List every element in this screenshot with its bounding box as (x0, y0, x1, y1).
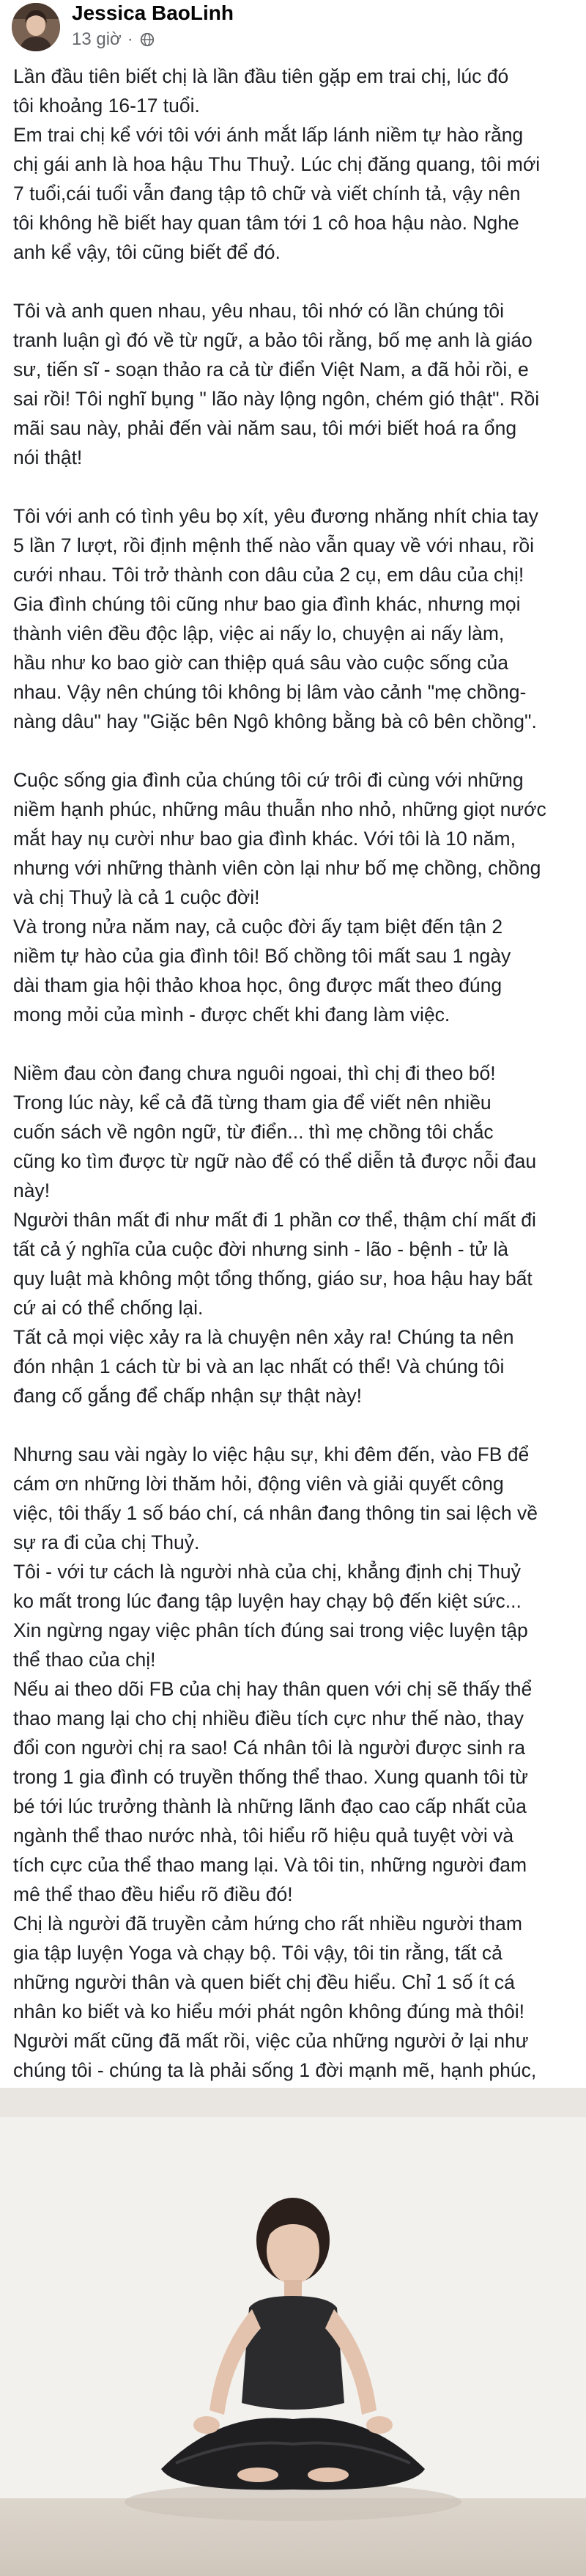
post-paragraph: Nhưng sau vài ngày lo việc hậu sự, khi đêm đến, vào FB để cám ơn những lời thăm hỏi, động viên và giải quyết công việc, tôi thấy 1 số báo chí, cá nhân đang thông tin sai lệch về sự ra đi của chị Thuỷ. Tôi - với tư cách là người nhà của chị, khẳng định chị Thuỷ ko mất trong lúc đang tập luyện hay chạy bộ đến kiệt sức... Xin ngừng ngay việc phân tích đúng sai trong việc luyện tập thể thao của chị! Nếu ai theo dõi FB của chị hay thân quen với chị sẽ thấy thể thao mang lại cho chị nhiều điều tích cực như thế nào, thay đổi con người chị ra sao! Cá nhân tôi là người được sinh ra trong 1 gia đình có truyền thống thể thao. Xung quanh tôi từ bé tới lúc trưởng thành là những lãnh đạo cao cấp nhất của ngành thể thao nước nhà, tôi hiểu rõ hiệu quả tuyệt vời và tích cực của thể thao mang lại. Và tôi tin, những người đam mê thể thao đều hiểu rõ điều đó! Chị là người đã truyền cảm hứng cho rất nhiều người tham gia tập luyện Yoga và chạy bộ. Tôi vậy, tôi tin rằng, tất cả những người thân và quen biết chị đều hiểu. Chỉ 1 số ít cá nhân ko biết và ko hiểu mới phát ngôn không đúng mà thôi! Người mất cũng đã mất rồi, việc của những người ở lại như chúng tôi - chúng ta là phải sống 1 đời mạnh mẽ, hạnh phúc, (13, 1443, 538, 2081)
post-header (0, 0, 586, 62)
meta-separator: · (127, 29, 133, 49)
author-name[interactable]: Jessica BaoLinh (72, 1, 234, 24)
post-time[interactable]: 13 giờ (72, 29, 122, 49)
yoga-meditation-image (0, 2088, 586, 2576)
avatar-image (12, 3, 60, 51)
avatar[interactable] (12, 3, 60, 51)
post-paragraph: Lần đầu tiên biết chị là lần đầu tiên gặp em trai chị, lúc đó tôi khoảng 16-17 tuổi. Em trai chị kể với tôi với ánh mắt lấp lánh niềm tự hào rằng chị gái anh là hoa hậu Thu Thuỷ. Lúc chị đăng quang, tôi mới 7 tuổi,cái tuổi vẫn đang tập tô chữ và viết chính tả, vậy nên tôi không hề biết hay quan tâm tới 1 cô hoa hậu nào. Nghe anh kể vậy, tôi cũng biết để đó. (13, 65, 541, 263)
post-photo[interactable] (0, 2088, 586, 2576)
post-meta (72, 29, 155, 50)
post-paragraph: Tôi và anh quen nhau, yêu nhau, tôi nhớ có lần chúng tôi tranh luận gì đó về từ ngữ, a bảo tôi rằng, bố mẹ anh là giáo sư, tiến sĩ - soạn thảo ra cả từ điển Việt Nam, a đã hỏi rồi, e sai rồi! Tôi nghĩ bụng " lão này lộng ngôn, chém gió thật". Rồi mãi sau này, phải đến vài năm sau, tôi mới biết hoá ra ổng nói thật! (13, 300, 540, 468)
globe-icon[interactable] (139, 32, 155, 48)
post-paragraph: Tôi với anh có tình yêu bọ xít, yêu đương nhăng nhít chia tay 5 lần 7 lượt, rồi định mệnh thế nào vẫn quay về với nhau, rồi cưới nhau. Tôi trở thành con dâu của 2 cụ, em dâu của chị! Gia đình chúng tôi cũng như bao gia đình khác, nhưng mọi thành viên đều độc lập, việc ai nấy lo, chuyện ai nấy làm, hầu như ko bao giờ can thiệp quá sâu vào cuộc sống của nhau. Vậy nên chúng tôi không bị lâm vào cảnh "mẹ chồng- nàng dâu" hay "Giặc bên Ngô không bằng bà cô bên chồng". (13, 505, 538, 732)
post-paragraph: Niềm đau còn đang chưa nguôi ngoai, thì chị đi theo bố! Trong lúc này, kể cả đã từng tham gia để viết nên nhiều cuốn sách về ngôn ngữ, từ điển... thì mẹ chồng tôi chắc cũng ko tìm được từ ngữ nào để có thể diễn tả được nỗi đau này! Người thân mất đi như mất đi 1 phần cơ thể, thậm chí mất đi tất cả ý nghĩa của cuộc đời nhưng sinh - lão - bệnh - tử là quy luật mà không một tổng thống, giáo sư, hoa hậu hay bất cứ ai có thể chống lại. Tất cả mọi việc xảy ra là chuyện nên xảy ra! Chúng ta nên đón nhận 1 cách từ bi và an lạc nhất có thể! Và chúng tôi đang cố gắng để chấp nhận sự thật này! (13, 1062, 537, 1407)
post-paragraph: Cuộc sống gia đình của chúng tôi cứ trôi đi cùng với những niềm hạnh phúc, những mâu thuẫn nho nhỏ, những giọt nước mắt hay nụ cười như bao gia đình khác. Với tôi là 10 năm, nhưng với những thành viên còn lại như bố mẹ chồng, chồng và chị Thuỷ là cả 1 cuộc đời! Và trong nửa năm nay, cả cuộc đời ấy tạm biệt đến tận 2 niềm tự hào của gia đình tôi! Bố chồng tôi mất sau 1 ngày dài tham gia hội thảo khoa học, ông được mất theo đúng mong mỏi của mình - được chết khi đang làm việc. (13, 769, 546, 1026)
